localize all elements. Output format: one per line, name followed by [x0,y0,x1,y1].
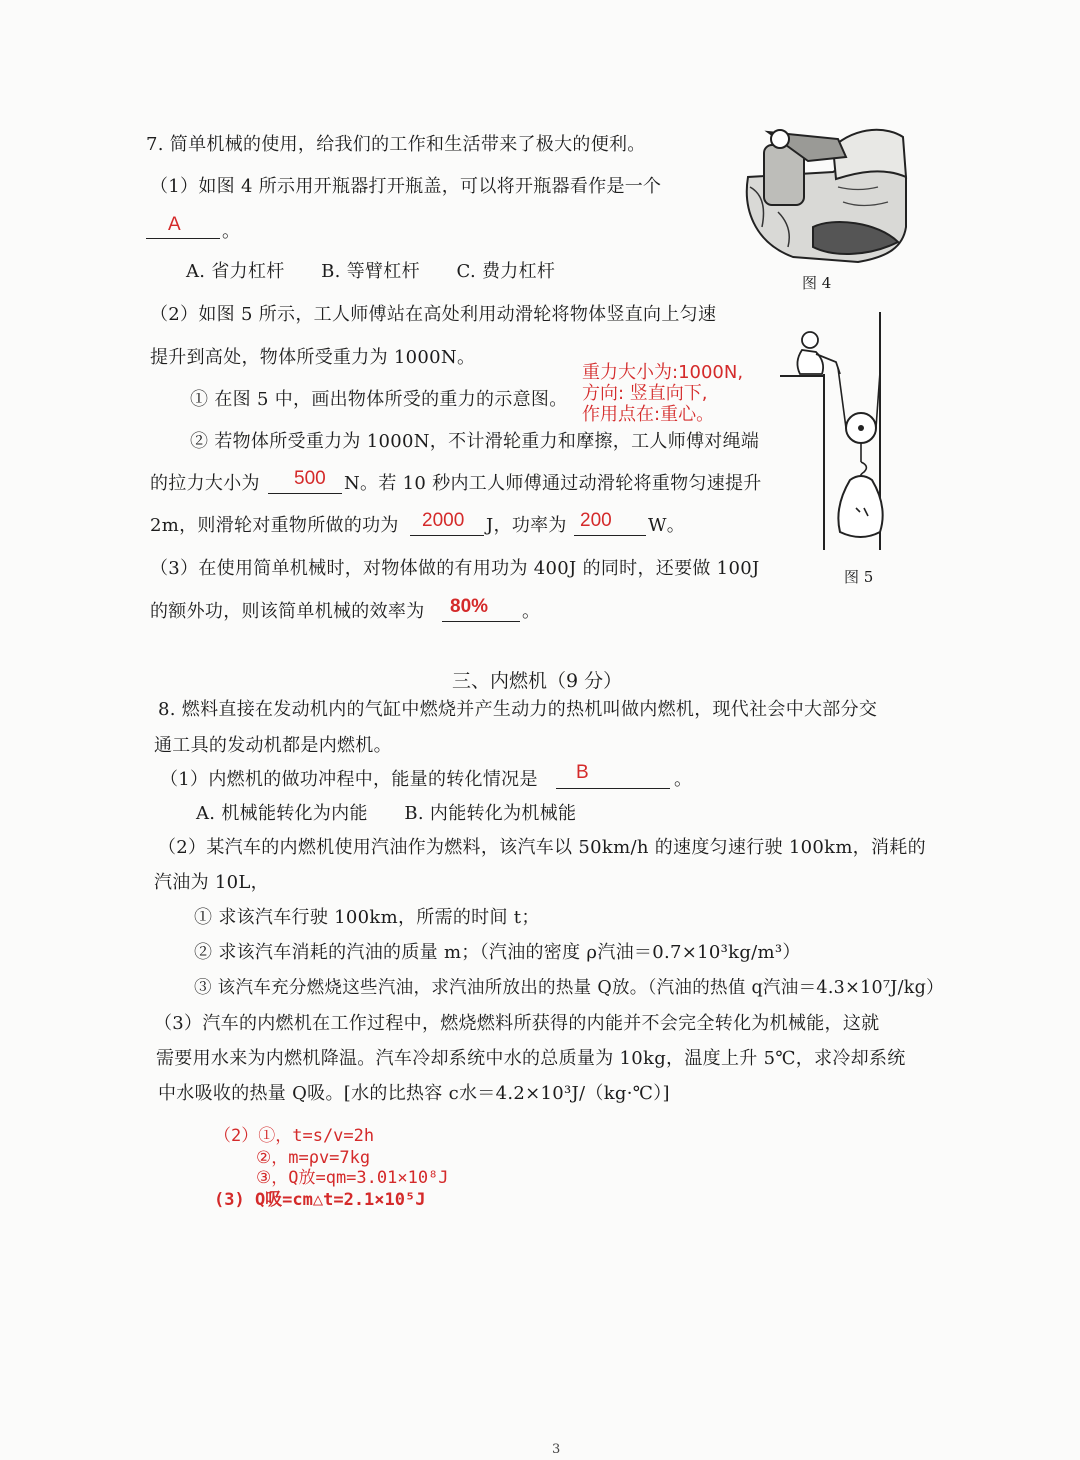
q7-part3-line2a: 的额外功，则该简单机械的效率为 [150,601,425,622]
solution-line: ②，m=ρv=7kg [256,1148,371,1168]
page-number: 3 [552,1442,561,1457]
q7-part1-answer: A [168,214,181,235]
q8-part2-sub2: ② 求该汽车消耗的汽油的质量 m；（汽油的密度 ρ汽油＝0.7×10³kg/m³） [194,942,801,963]
q8-part1-options: A. 机械能转化为内能 B. 内能转化为机械能 [196,803,577,824]
solution-line: （2）①，t=s/v=2h [214,1126,375,1146]
figure-4-caption: 图 4 [802,274,832,292]
q8-part2-line1: （2）某汽车的内燃机使用汽油作为燃料，该汽车以 50km/h 的速度匀速行驶 100km，消耗的 [158,837,926,858]
figure-5-pulley [780,312,890,552]
figure-4-bottle-opener [738,117,908,267]
figure-5-caption: 图 5 [844,568,874,586]
q8-part1-text: （1）内燃机的做功冲程中，能量的转化情况是 [160,769,538,790]
q7-work-answer: 2000 [422,510,465,531]
q7-part2-sub2-line3a: 2m，则滑轮对重物所做的功为 [150,515,399,536]
q7-part3-end: 。 [522,601,541,622]
answer-underline [556,788,670,789]
q7-part2-sub2-line1: ② 若物体所受重力为 1000N，不计滑轮重力和摩擦，工人师傅对绳端 [190,431,760,452]
note-line: 作用点在:重心。 [582,404,715,425]
q7-part2-sub2-line3c: W。 [648,515,686,536]
note-line: 方向: 竖直向下, [582,383,708,404]
q7-part2-sub1: ① 在图 5 中，画出物体所受的重力的示意图。 [190,389,568,410]
q8-part3-line3: 中水吸收的热量 Q吸。[水的比热容 c水＝4.2×10³J/（kg·℃）] [158,1083,670,1104]
q8-stem-line2: 通工具的发动机都是内燃机。 [154,735,392,756]
q8-part2-line2: 汽油为 10L， [154,872,269,893]
q7-stem: 7. 简单机械的使用，给我们的工作和生活带来了极大的便利。 [146,134,646,155]
answer-underline [574,535,646,536]
q7-force-answer: 500 [294,468,326,489]
q8-part2-sub3: ③ 该汽车充分燃烧这些汽油，求汽油所放出的热量 Q放。（汽油的热值 q汽油＝4.3×10⁷J/kg） [194,978,944,998]
q7-part3-line1: （3）在使用简单机械时，对物体做的有用功为 400J 的同时，还要做 100J [150,558,760,579]
q8-stem-line1: 8. 燃料直接在发动机内的气缸中燃烧并产生动力的热机叫做内燃机，现代社会中大部分交 [158,699,878,720]
q7-part1-options: A. 省力杠杆 B. 等臂杠杆 C. 费力杠杆 [186,261,556,282]
solution-line: ③，Q放=qm=3.01×10⁸J [256,1168,449,1188]
answer-underline [442,621,520,622]
q7-efficiency-answer: 80% [450,596,489,617]
q7-part1-end: 。 [222,221,241,242]
q7-part2-line1: （2）如图 5 所示，工人师傅站在高处利用动滑轮将物体竖直向上匀速 [150,304,717,325]
q7-part2-line2: 提升到高处，物体所受重力为 1000N。 [150,347,476,368]
section-heading: 三、内燃机（9 分） [452,670,623,692]
q7-gravity-note [582,362,743,425]
note-line: 重力大小为:1000N, [582,362,744,383]
q7-part2-sub2-line2a: 的拉力大小为 [150,473,260,494]
q7-power-answer: 200 [580,510,612,531]
q7-part1-text: （1）如图 4 所示用开瓶器打开瓶盖，可以将开瓶器看作是一个 [150,176,662,197]
q8-part2-sub1: ① 求该汽车行驶 100km，所需的时间 t； [194,907,540,928]
answer-underline [268,493,342,494]
q7-part2-sub2-line3b: J，功率为 [486,515,567,536]
q8-part1-end: 。 [674,769,693,790]
q8-part3-line1: （3）汽车的内燃机在工作过程中，燃烧燃料所获得的内能并不会完全转化为机械能，这就 [154,1013,880,1034]
q7-part2-sub2-line2b: N。若 10 秒内工人师傅通过动滑轮将重物匀速提升 [344,473,762,494]
answer-underline [146,238,220,239]
solution-line: (3) Q吸=cm△t=2.1×10⁵J [214,1190,426,1210]
q8-part1-answer: B [576,762,589,783]
answer-underline [410,535,484,536]
q8-part3-line2: 需要用水来为内燃机降温。汽车冷却系统中水的总质量为 10kg，温度上升 5℃，求冷却系统 [156,1048,906,1069]
